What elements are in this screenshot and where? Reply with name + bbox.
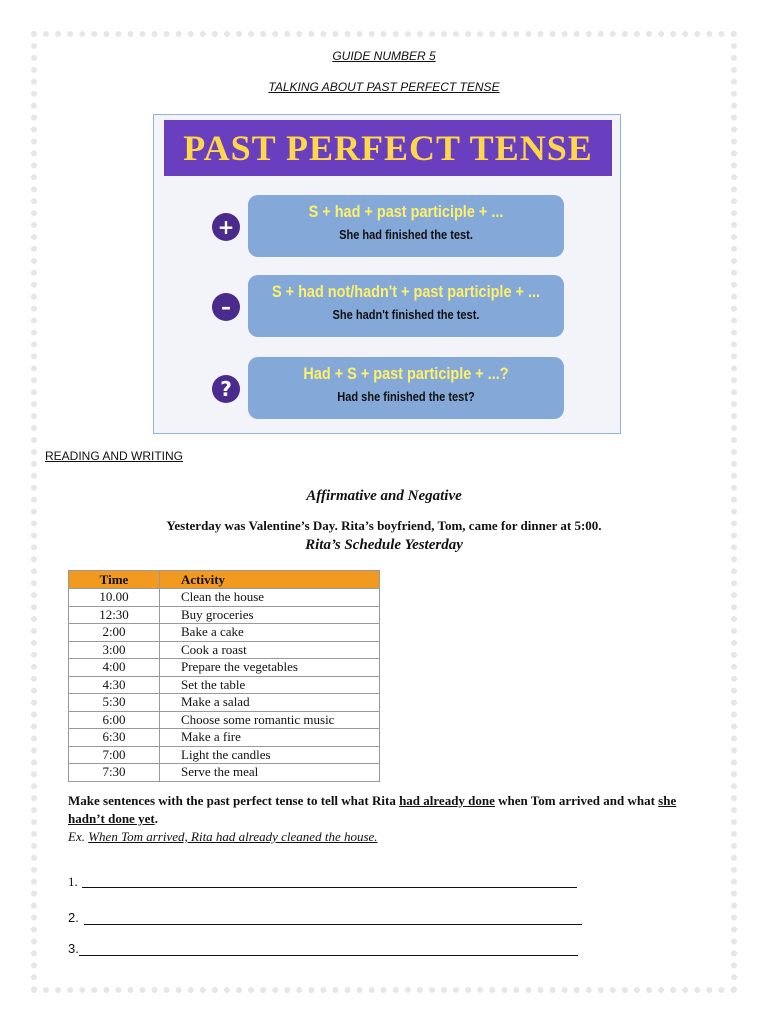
past-perfect-banner [153,114,621,434]
activity-cell: Make a fire [160,729,380,747]
time-cell: 4:00 [69,659,160,677]
activity-cell: Serve the meal [160,764,380,782]
table-row [69,606,380,624]
table-row [69,746,380,764]
activity-cell: Choose some romantic music [160,711,380,729]
table-row [69,711,380,729]
example-prefix: Ex. [68,829,85,844]
answer-number: 3. [68,941,79,956]
banner-title: PAST PERFECT TENSE [183,128,593,168]
table-row [69,659,380,677]
schedule-table [68,570,380,782]
rule-example: Had she finished the test? [337,389,475,404]
rule-formula: S + had not/hadn't + past participle + ... [271,282,540,301]
table-row [69,764,380,782]
time-cell: 7:30 [69,764,160,782]
rule-affirmative [154,195,622,259]
plus-icon: + [212,213,240,241]
time-cell: 5:30 [69,694,160,712]
instruction-part: when Tom arrived and what [494,793,659,808]
answer-line-1 [68,874,78,890]
time-cell: 7:00 [69,746,160,764]
guide-title: GUIDE NUMBER 5 [332,49,436,63]
instruction-underlined: had already done [399,793,495,808]
table-row [69,676,380,694]
exercise-subtitle: Affirmative and Negative [306,488,462,504]
table-row [69,589,380,607]
section-heading: READING AND WRITING [45,449,184,463]
time-cell: 12:30 [69,606,160,624]
activity-cell: Light the candles [160,746,380,764]
rule-example: She had finished the test. [339,227,473,242]
answer-blank-3[interactable] [79,954,578,956]
activity-cell: Buy groceries [160,606,380,624]
answer-blank-1[interactable] [82,886,577,888]
rule-question [154,357,622,421]
instruction-text [68,792,688,828]
answer-blank-2[interactable] [84,923,582,925]
rule-box [248,357,564,419]
rule-box [248,195,564,257]
instruction-part: Make sentences with the past perfect tense to tell what Rita [68,793,400,808]
table-row [69,641,380,659]
table-row [69,694,380,712]
question-icon: ? [212,375,240,403]
rule-formula: S + had + past participle + ... [308,202,504,221]
rule-example: She hadn't finished the test. [332,307,480,322]
header-time: Time [69,571,160,589]
activity-cell: Prepare the vegetables [160,659,380,677]
answer-line-2 [68,910,79,925]
rule-negative [154,275,622,339]
instruction-underlined: she hadn’t done yet [68,793,677,826]
time-cell: 6:00 [69,711,160,729]
rule-box [248,275,564,337]
minus-icon: – [212,293,240,321]
rule-formula: Had + S + past participle + ...? [303,364,509,383]
banner-header [164,120,612,176]
table-row [69,624,380,642]
example-body: When Tom arrived, Rita had already cleaned the house. [88,829,378,844]
table-row [69,729,380,747]
schedule-title: Rita’s Schedule Yesterday [305,537,463,553]
activity-cell: Bake a cake [160,624,380,642]
time-cell: 2:00 [69,624,160,642]
activity-cell: Cook a roast [160,641,380,659]
topic-title: TALKING ABOUT PAST PERFECT TENSE [268,80,500,94]
time-cell: 3:00 [69,641,160,659]
answer-number: 1. [68,874,78,889]
header-activity: Activity [160,571,380,589]
time-cell: 10.00 [69,589,160,607]
activity-cell: Clean the house [160,589,380,607]
exercise-intro: Yesterday was Valentine’s Day. Rita’s boyfriend, Tom, came for dinner at 5:00. [166,518,602,533]
example-sentence [68,829,378,845]
activity-cell: Make a salad [160,694,380,712]
answer-line-3 [68,941,79,956]
time-cell: 6:30 [69,729,160,747]
table-header-row [69,571,380,589]
instruction-part: . [154,811,158,826]
activity-cell: Set the table [160,676,380,694]
time-cell: 4:30 [69,676,160,694]
answer-number: 2. [68,910,79,925]
